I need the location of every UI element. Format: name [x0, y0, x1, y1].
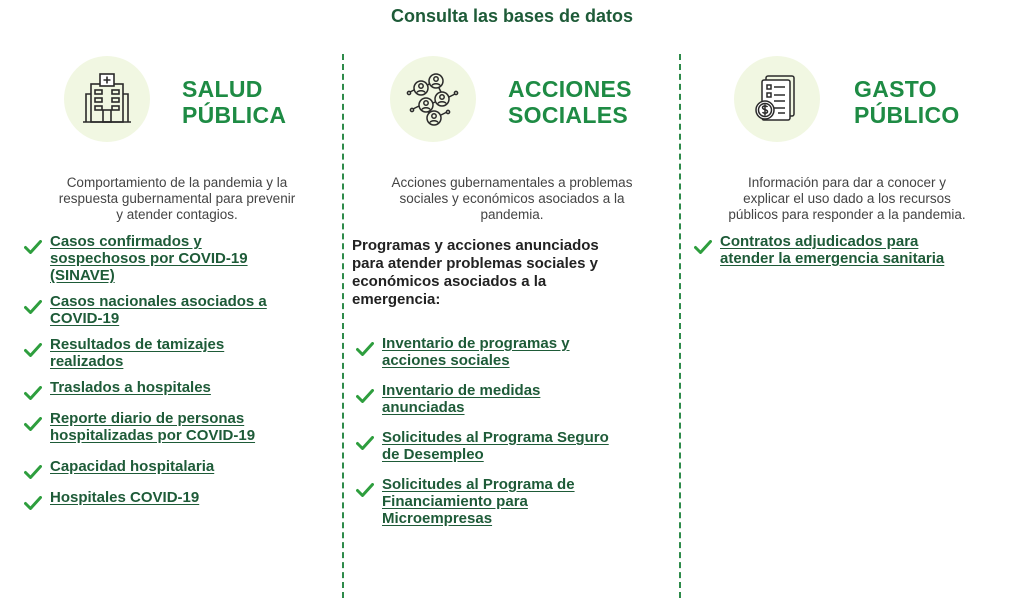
link-list: [690, 233, 1004, 267]
column-description: Información para dar a conocer y explicar el uso dado a los recursos públicos para responder a la pandemia.: [728, 175, 966, 222]
link-seguro-desempleo[interactable]: Solicitudes al Programa Seguro de Desempleo: [382, 429, 609, 463]
list-item: [352, 429, 672, 463]
list-item: [20, 336, 334, 370]
list-item: [20, 293, 334, 327]
page-title: Consulta las bases de datos: [390, 6, 634, 26]
link-list: [352, 335, 672, 527]
salud-publica-column: [20, 54, 334, 598]
check-icon: [356, 342, 374, 356]
list-item: [352, 335, 672, 369]
column-header: [20, 54, 334, 162]
column-title: SALUD PÚBLICA: [182, 76, 287, 128]
link-casos-nacionales[interactable]: Casos nacionales asociados a COVID-19: [50, 293, 267, 327]
people-network-icon: [390, 56, 476, 142]
check-icon: [24, 240, 42, 254]
check-icon: [24, 496, 42, 510]
column-description: Comportamiento de la pandemia y la respuesta gubernamental para prevenir y atender contagios.: [58, 175, 296, 222]
check-icon: [24, 300, 42, 314]
link-contratos-adjudicados[interactable]: Contratos adjudicados para atender la emergencia sanitaria: [720, 233, 945, 267]
check-icon: [24, 465, 42, 479]
acciones-sociales-column: [352, 54, 672, 598]
list-item: [20, 489, 334, 506]
link-capacidad-hospitalaria[interactable]: Capacidad hospitalaria: [50, 458, 215, 475]
check-icon: [24, 417, 42, 431]
link-list: [20, 233, 334, 506]
list-item: [690, 233, 1004, 267]
link-casos-confirmados[interactable]: Casos confirmados y sospechosos por COVID-19 (SINAVE): [50, 233, 248, 284]
list-item: [352, 382, 672, 416]
list-item: [352, 476, 672, 527]
check-icon: [694, 240, 712, 254]
link-resultados-tamizajes[interactable]: Resultados de tamizajes realizados: [50, 336, 225, 370]
link-reporte-diario[interactable]: Reporte diario de personas hospitalizadas por COVID-19: [50, 410, 256, 444]
column-header: [690, 54, 1004, 162]
section-subheading: Programas y acciones anunciados para atender problemas sociales y económicos asociados a la emergencia:: [352, 237, 599, 308]
check-icon: [24, 386, 42, 400]
check-icon: [356, 483, 374, 497]
check-icon: [356, 436, 374, 450]
check-icon: [24, 343, 42, 357]
link-traslados-hospitales[interactable]: Traslados a hospitales: [50, 379, 211, 396]
list-item: [20, 458, 334, 475]
list-item: [20, 233, 334, 284]
budget-document-icon: [734, 56, 820, 142]
gasto-publico-column: [690, 54, 1004, 598]
column-description: Acciones gubernamentales a problemas sociales y económicos asociados a la pandemia.: [391, 175, 633, 222]
link-financiamiento-microempresas[interactable]: Solicitudes al Programa de Financiamiento para Microempresas: [382, 476, 575, 527]
column-title: GASTO PÚBLICO: [854, 76, 960, 128]
link-inventario-medidas[interactable]: Inventario de medidas anunciadas: [382, 382, 541, 416]
list-item: [20, 410, 334, 444]
column-divider: [679, 54, 681, 598]
column-header: [352, 54, 672, 162]
link-hospitales-covid[interactable]: Hospitales COVID-19: [50, 489, 200, 506]
check-icon: [356, 389, 374, 403]
column-divider: [342, 54, 344, 598]
list-item: [20, 379, 334, 396]
hospital-icon: [64, 56, 150, 142]
column-title: ACCIONES SOCIALES: [508, 76, 632, 128]
link-inventario-programas[interactable]: Inventario de programas y acciones sociales: [382, 335, 570, 369]
